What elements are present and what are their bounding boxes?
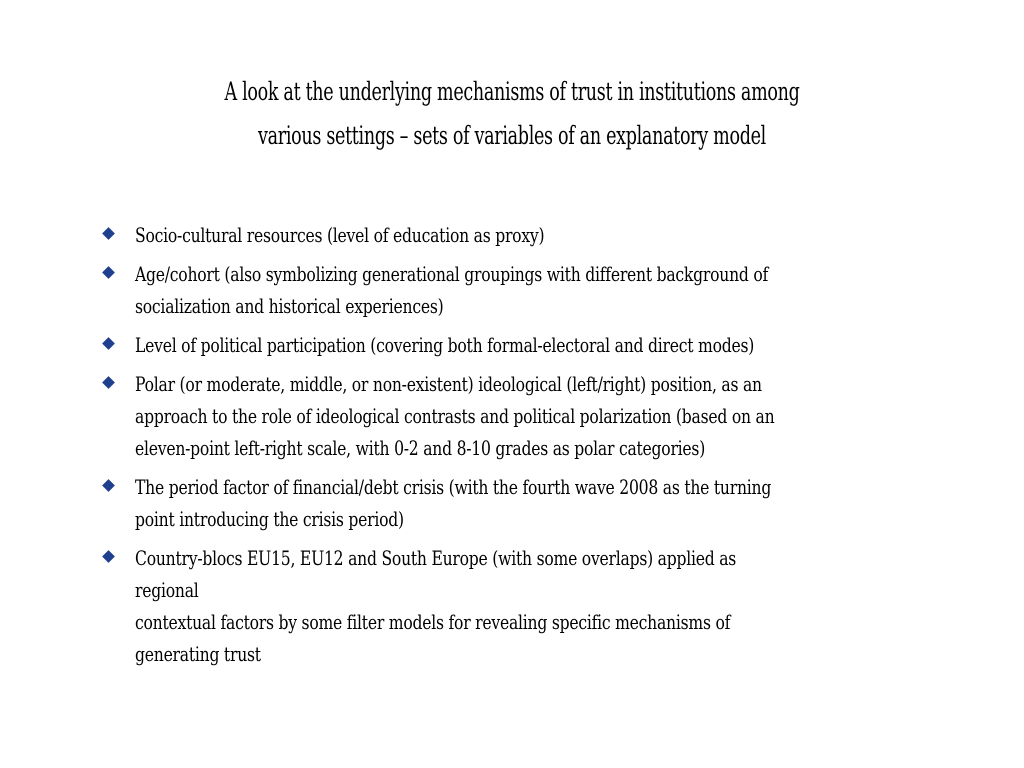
bullet-item bbox=[100, 258, 980, 322]
bullet-text bbox=[135, 542, 794, 670]
bullet-text bbox=[135, 368, 794, 464]
bullet-line: Country-blocs EU15, EU12 and South Europe (with some overlaps) applied as regional bbox=[135, 546, 737, 602]
bullet-line: socialization and historical experiences) bbox=[135, 294, 444, 318]
bullet-line: Polar (or moderate, middle, or non-existent) ideological (left/right) position, as an bbox=[135, 372, 762, 396]
bullet-line: contextual factors by some filter models for revealing specific mechanisms of bbox=[135, 610, 731, 634]
bullet-line: Age/cohort (also symbolizing generational groupings with different background of bbox=[135, 262, 769, 286]
bullet-line: The period factor of financial/debt crisis (with the fourth wave 2008 as the turning bbox=[135, 475, 772, 499]
bullet-line: Socio-cultural resources (level of education as proxy) bbox=[135, 223, 545, 247]
bullet-text bbox=[135, 219, 794, 251]
slide-title-line-2: various settings – sets of variables of an explanatory model bbox=[258, 121, 766, 150]
diamond-bullet-icon bbox=[102, 266, 115, 279]
bullet-item bbox=[100, 368, 980, 464]
bullet-text bbox=[135, 329, 794, 361]
diamond-bullet-icon bbox=[102, 337, 115, 350]
diamond-bullet-icon bbox=[102, 376, 115, 389]
bullet-text bbox=[135, 471, 794, 535]
bullet-line: approach to the role of ideological contrasts and political polarization (based on an bbox=[135, 404, 775, 428]
bullet-line: generating trust bbox=[135, 642, 261, 666]
bullet-text bbox=[135, 258, 794, 322]
diamond-bullet-icon bbox=[102, 479, 115, 492]
diamond-bullet-icon bbox=[102, 227, 115, 240]
bullet-item bbox=[100, 329, 980, 361]
slide-title-line-1: A look at the underlying mechanisms of trust in institutions among bbox=[224, 77, 800, 106]
bullet-item bbox=[100, 219, 980, 251]
bullet-list bbox=[100, 219, 980, 677]
bullet-item bbox=[100, 471, 980, 535]
bullet-line: Level of political participation (covering both formal-electoral and direct modes) bbox=[135, 333, 755, 357]
slide-title bbox=[175, 70, 849, 158]
diamond-bullet-icon bbox=[102, 550, 115, 563]
bullet-line: point introducing the crisis period) bbox=[135, 507, 404, 531]
bullet-line: eleven-point left-right scale, with 0-2 and 8-10 grades as polar categories) bbox=[135, 436, 706, 460]
bullet-item bbox=[100, 542, 980, 670]
